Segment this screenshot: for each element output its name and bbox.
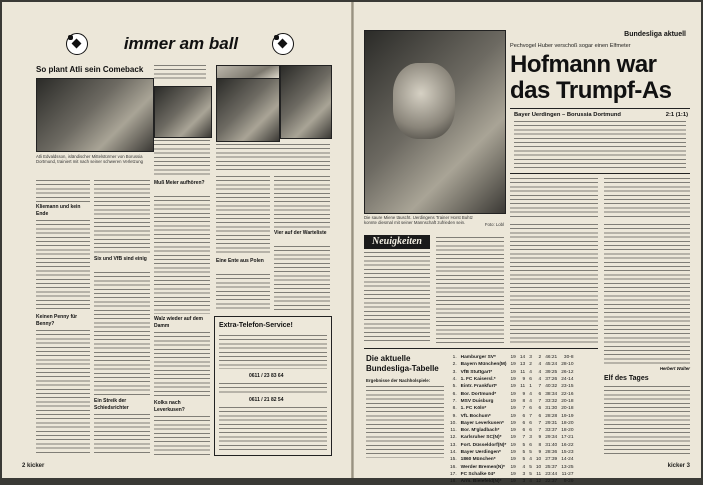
page-footer-left: 2 kicker (22, 463, 45, 469)
standings-team: Bayern München(M) (460, 362, 507, 368)
phone-number-2: 0611 / 21 82 54 (249, 397, 284, 403)
standings-wins: 4 (522, 464, 526, 470)
standings-points: 16-22 (561, 442, 574, 448)
standings-games: 19 (510, 435, 516, 441)
page-footer-right: kicker 3 (667, 463, 690, 469)
standings-team: Karlsruher SC(N)* (460, 435, 502, 441)
standings-goals: 33:37 (545, 428, 558, 434)
standings-goals: 31:30 (545, 406, 558, 412)
service-box-text (219, 407, 327, 451)
standings-draws: 6 (529, 377, 532, 383)
standings-games: 19 (510, 369, 516, 375)
standings-losses: 8 (538, 442, 542, 448)
standings-games: 19 (510, 413, 516, 419)
standings-team: Bayer Uerdingen* (460, 450, 501, 455)
magazine-spread (2, 2, 701, 485)
standings-games: 19 (510, 362, 516, 368)
neuigkeiten-label: Neuigkeiten (372, 236, 422, 247)
standings-points: 18-20 (561, 420, 574, 426)
coach-photo (364, 30, 506, 214)
standings-row (448, 361, 576, 368)
standings-goals: 28:36 (545, 450, 558, 455)
coach-photo-face (393, 63, 455, 139)
standings-goals: 39:25 (545, 369, 558, 375)
standings-pos: 16. (450, 464, 457, 470)
standings-team: 1. FC Köln* (460, 406, 487, 412)
standings-points: 17-21 (561, 435, 574, 441)
results-label: Ergebnisse der Nachholspiele: (366, 378, 431, 383)
standings-goals: 28:28 (545, 413, 558, 419)
subhead-ente: Eine Ente aus Polen (216, 258, 264, 264)
standings-row (448, 369, 576, 376)
standings-wins: 5 (522, 442, 526, 448)
standings-points: 28-10 (561, 362, 574, 368)
standings-losses: 7 (538, 420, 542, 426)
standings-row (448, 449, 576, 456)
standings-table-wrap (448, 354, 600, 485)
article-text (94, 414, 150, 456)
service-box-text (219, 335, 327, 369)
standings-pos: 2. (452, 362, 457, 368)
standings-losses: 6 (538, 406, 542, 412)
standings-games: 19 (510, 384, 516, 390)
standings-points: 13-25 (561, 464, 574, 470)
standings-row (448, 354, 576, 361)
standings-wins: 9 (522, 391, 526, 397)
article-text (154, 196, 210, 314)
news-text (510, 224, 598, 344)
standings-games: 19 (510, 428, 516, 434)
standings-team: VfL Bochum* (460, 413, 491, 419)
standings-wins: 7 (522, 435, 526, 441)
match-title: Bayer Uerdingen – Borussia Dortmund (514, 112, 621, 118)
standings-team: Fort. Düsseldorf(N)* (460, 442, 507, 448)
standings-games: 19 (510, 398, 516, 404)
standings-pos: 4. (452, 377, 457, 383)
standings-points: 18-20 (561, 428, 574, 434)
standings-wins: 9 (522, 377, 526, 383)
standings-wins: 3 (522, 471, 526, 477)
standings-games: 19 (510, 377, 516, 383)
standings-pos: 14. (450, 450, 457, 455)
standings-goals: 27:39 (545, 457, 558, 463)
standings-games: 19 (510, 406, 516, 412)
standings-losses: 4 (538, 377, 542, 383)
match-box (510, 108, 690, 174)
standings-games: 19 (510, 464, 516, 470)
standings-pos: 6. (452, 391, 457, 397)
standings-losses: 6 (538, 391, 542, 397)
standings-draws: 4 (529, 479, 532, 485)
telephone-service-box (214, 316, 332, 456)
standings-row (448, 427, 576, 434)
standings-losses: 7 (538, 384, 542, 390)
subhead-walz: Walz wieder auf dem Damm (154, 316, 203, 329)
standings-pos: 11. (450, 428, 457, 434)
standings-goals: 29:31 (545, 420, 558, 426)
standings-goals: 33:32 (545, 398, 558, 404)
standings-row (448, 442, 576, 449)
standings-points: 30-8 (563, 355, 574, 361)
service-box-text (219, 383, 327, 395)
standings-points: 19-19 (561, 413, 574, 419)
standings-team: 1. FC Kaisersl.* (460, 377, 496, 383)
standings-goals: 31:40 (545, 442, 558, 448)
article-text (274, 246, 330, 310)
standings-goals: 22:37 (545, 479, 558, 485)
standings-pos: 7. (452, 398, 457, 404)
standings-wins: 5 (522, 450, 526, 455)
standings-row (448, 420, 576, 427)
section-label: Bundesliga aktuell (624, 31, 686, 38)
standings-row (448, 398, 576, 405)
left-page (2, 2, 351, 478)
match-details (514, 121, 686, 169)
standings-goals: 40:32 (545, 384, 558, 390)
standings-row (448, 390, 576, 397)
standings-row (448, 412, 576, 419)
phone-number-1: 0611 / 23 83 64 (249, 373, 284, 379)
standings-team: 1860 München* (460, 457, 496, 463)
standings-draws: 6 (529, 420, 532, 426)
standings-pos: 13. (450, 442, 457, 448)
standings-row (448, 463, 576, 470)
article-text (604, 178, 690, 218)
standings-row (448, 471, 576, 478)
standings-pos: 12. (450, 435, 457, 441)
standings-team: Eintr. Frankfurt* (460, 384, 497, 390)
standings-team: Bayer Leverkusen* (460, 420, 504, 426)
standings-pos: 3. (452, 369, 457, 375)
standings-draws: 6 (529, 406, 532, 412)
article-headline: So plant Atli sein Comeback (36, 65, 144, 74)
standings-losses: 7 (538, 398, 542, 404)
standings-team: Bor. Dortmund* (460, 391, 497, 397)
standings-draws: 3 (529, 355, 532, 361)
standings-goals: 23:44 (545, 471, 558, 477)
results-list (366, 386, 444, 458)
standings-games: 19 (510, 471, 516, 477)
standings-team: Bor. M'gladbach* (460, 428, 500, 434)
standings-draws: 5 (529, 450, 532, 455)
standings-row (448, 478, 576, 485)
standings-points: 11-27 (561, 471, 574, 477)
standings-pos: 18. (450, 479, 457, 485)
subhead-kliemann: Kliemann und kein Ende (36, 204, 81, 217)
standings-wins: 7 (522, 406, 526, 412)
standings-team: Arm. Bielefeld(N)* (460, 479, 502, 485)
service-box-title: Extra-Telefon-Service! (219, 322, 293, 329)
standings-team: VfB Stuttgart* (460, 369, 493, 375)
subhead-warteliste: Vier auf der Warteliste (274, 230, 327, 236)
standings-losses: 10 (535, 464, 542, 470)
standings-draws: 4 (529, 457, 532, 463)
standings-losses: 10 (535, 457, 542, 463)
standings-losses: 9 (538, 435, 542, 441)
standings-points: 9-29 (563, 479, 574, 485)
standings-draws: 1 (529, 384, 532, 390)
article-photo (154, 86, 212, 138)
article-text (216, 144, 330, 170)
standings-wins: 11 (520, 369, 526, 375)
standings-team: MSV Duisburg (460, 398, 494, 404)
article-text (274, 176, 330, 228)
elf-title: Elf des Tages (604, 375, 649, 382)
article-photo (36, 78, 154, 152)
article-text (36, 180, 90, 202)
standings-pos: 10. (450, 420, 457, 426)
standings-wins: 3 (522, 479, 526, 485)
standings-pos: 8. (452, 406, 457, 412)
standings-points: 24-14 (561, 377, 574, 383)
section-title: immer am ball (123, 34, 239, 53)
standings-games: 19 (510, 457, 516, 463)
article-text (216, 274, 270, 310)
article-text (154, 65, 206, 79)
standings-draws: 6 (529, 428, 532, 434)
standings-wins: 8 (522, 398, 526, 404)
headline-line1: Hofmann war (510, 51, 657, 78)
standings-games: 19 (510, 355, 516, 361)
standings-pos: 1. (452, 355, 457, 361)
neuigkeiten-banner (364, 235, 430, 249)
standings-pos: 17. (450, 471, 457, 477)
standings-wins: 11 (520, 384, 526, 390)
standings-losses: 7 (538, 428, 542, 434)
standings-losses: 4 (538, 362, 542, 368)
headline-line2: das Trumpf-As (510, 77, 672, 104)
article-text (604, 224, 690, 364)
match-score: 2:1 (1:1) (665, 112, 688, 118)
standings-draws: 4 (529, 398, 532, 404)
subhead-penny: Keinen Penny für Benny? (36, 314, 78, 327)
article-text (36, 330, 90, 456)
standings-table (448, 354, 576, 485)
football-icon-right (272, 33, 294, 55)
standings-draws: 5 (529, 471, 532, 477)
standings-goals: 37:26 (545, 377, 558, 383)
standings-wins: 5 (522, 457, 526, 463)
standings-points: 20-18 (561, 398, 574, 404)
standings-games: 19 (510, 479, 516, 485)
article-text (94, 272, 150, 396)
standings-wins: 6 (522, 413, 526, 419)
standings-team: Hamburger SV* (460, 355, 496, 361)
article-text (154, 140, 210, 176)
article-text (216, 176, 270, 256)
table-title-line2: Bundesliga-Tabelle (366, 364, 439, 373)
standings-row (448, 383, 576, 390)
article-photo (216, 78, 280, 142)
standings-pos: 9. (452, 413, 457, 419)
standings-draws: 2 (529, 362, 532, 368)
standings-losses: 4 (538, 369, 542, 375)
standings-draws: 4 (529, 391, 532, 397)
table-rule (364, 348, 598, 349)
standings-row (448, 405, 576, 412)
standings-pos: 5. (452, 384, 457, 390)
standings-losses: 6 (538, 413, 542, 419)
standings-row (448, 376, 576, 383)
article-text (154, 332, 210, 398)
standings-games: 19 (510, 420, 516, 426)
news-text (364, 252, 430, 344)
football-icon-left (66, 33, 88, 55)
standings-goals: 46:21 (545, 355, 558, 361)
standings-goals: 45:24 (545, 362, 558, 368)
photo-credit: Foto: Lobl (484, 222, 504, 227)
standings-goals: 25:37 (545, 464, 558, 470)
standings-wins: 13 (519, 362, 526, 368)
standings-row (448, 434, 576, 441)
standings-games: 19 (510, 391, 516, 397)
standings-losses: 12 (535, 479, 542, 485)
standings-points: 15-23 (561, 450, 574, 455)
standings-losses: 11 (536, 471, 542, 477)
standings-draws: 6 (529, 442, 532, 448)
article-text (36, 220, 90, 312)
standings-wins: 14 (519, 355, 526, 361)
standings-points: 23-15 (561, 384, 574, 390)
article-text (510, 178, 598, 218)
author-signature: Herbert Walter (659, 366, 690, 371)
standings-draws: 7 (529, 413, 532, 419)
standings-pos: 15. (450, 457, 457, 463)
standings-points: 22-16 (561, 391, 574, 397)
standings-losses: 2 (538, 355, 542, 361)
standings-losses: 9 (538, 450, 542, 455)
standings-draws: 4 (529, 369, 532, 375)
standings-goals: 38:34 (545, 391, 558, 397)
standings-points: 20-18 (561, 406, 574, 412)
standings-row (448, 456, 576, 463)
subhead-six: Six und VfB sind einig (94, 256, 147, 262)
subhead-kolks: Kolks nach Leverkusen? (154, 400, 185, 413)
article-photo (280, 65, 332, 139)
subhead-meier: Muß Meier aufhören? (154, 180, 205, 186)
standings-draws: 5 (529, 464, 532, 470)
standings-goals: 29:34 (545, 435, 558, 441)
standings-team: Werder Bremen(N)* (460, 464, 505, 470)
news-text (436, 237, 504, 344)
right-page (354, 2, 701, 485)
article-photo-caption: Atli Edvaldsson, isländischer Mittelstürmer von Borussia Dortmund, trainiert mit nach seiner schweren Verletzung (36, 154, 143, 164)
subhead-streik: Ein Streik der Schiedsrichter (94, 398, 129, 411)
standings-wins: 6 (522, 420, 526, 426)
standings-games: 19 (510, 450, 516, 455)
standings-draws: 3 (529, 435, 532, 441)
kicker-line: Pechvogel Huber verschoß sogar einen Elfmeter (510, 43, 631, 49)
standings-team: FC Schalke 04* (460, 471, 496, 477)
article-text (154, 416, 210, 456)
photo-caption: Die saure Miene täuscht. Uerdingens Trainer Horst Buhtz konnte diesmal mit seiner Mannschaft zufrieden sein. (364, 215, 473, 225)
standings-points: 14-24 (561, 457, 574, 463)
standings-points: 26-12 (561, 369, 574, 375)
standings-wins: 6 (522, 428, 526, 434)
table-title-line1: Die aktuelle (366, 354, 411, 363)
standings-games: 19 (510, 442, 516, 448)
elf-text (604, 386, 690, 456)
article-text (94, 180, 150, 254)
